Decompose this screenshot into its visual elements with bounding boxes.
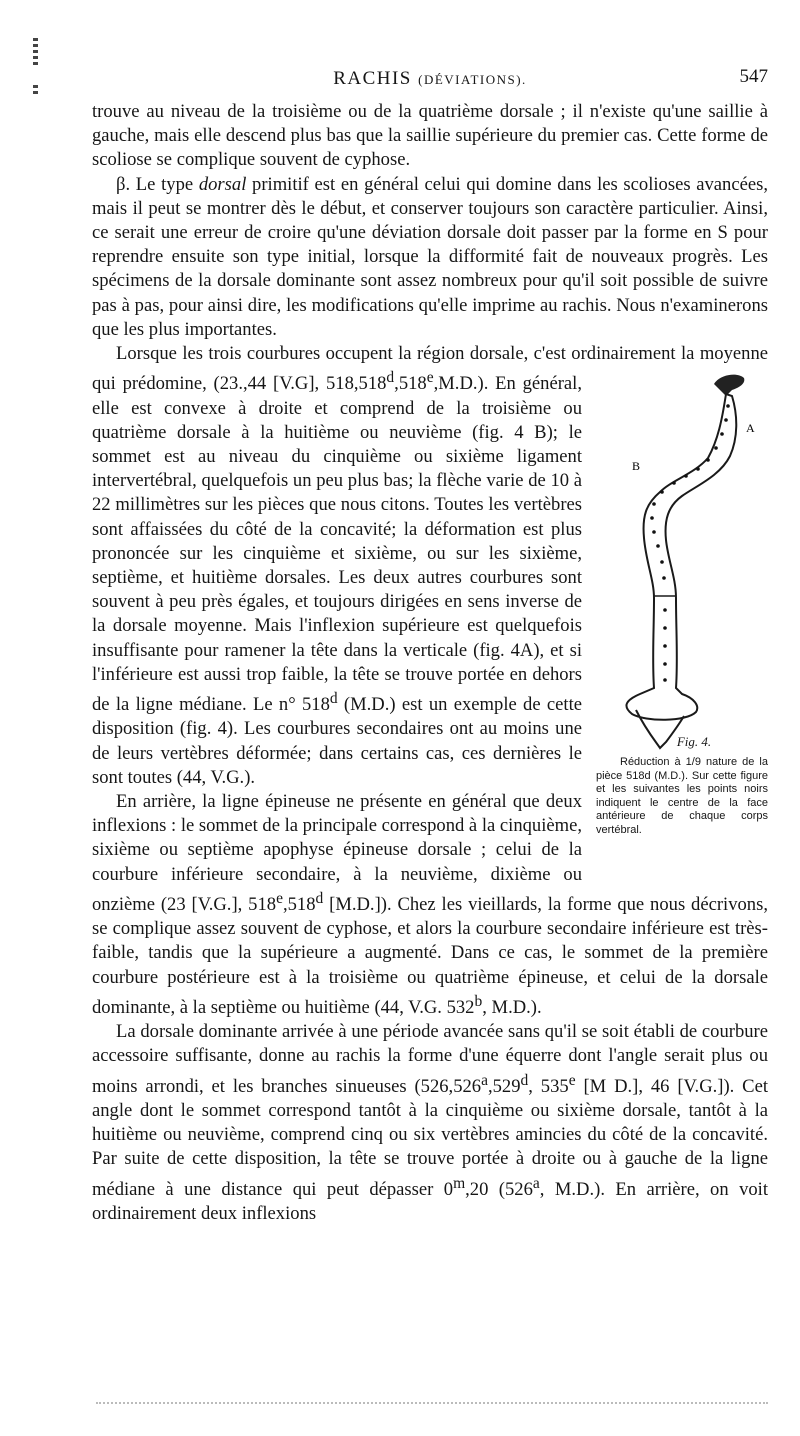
paragraph-4-b: ,518 (282, 894, 316, 916)
paragraph-5-sup1: a (481, 1071, 488, 1089)
bottom-dotted-rule (96, 1402, 768, 1404)
spine-illustration (596, 370, 768, 750)
paragraph-2-rest: primitif est en général celui qui domine dans les scolioses avancées, mais il peut se montrer dès le début, et conserver toujours son caractère particulier. Ainsi, ce serait une erreur de croire qu'une déviation dorsale doit passer par la forme en S pour reprendre ensuite son type initial, lorsque la difformité fait de nouveaux progrès. Les spécimens de la dorsale dominante sont assez nombreux pour qu'il soit possible de suivre pas à pas, pour ainsi dire, les modifications qu'elle imprime au rachis. Nous n'examinerons que les plus importantes. (92, 173, 769, 340)
running-title (92, 68, 768, 90)
figure-label-b: B (632, 459, 641, 474)
running-title-main: RACHIS (333, 68, 412, 89)
body-text (92, 100, 768, 1226)
skull-top (714, 375, 744, 396)
running-title-sub: (DÉVIATIONS). (418, 72, 527, 87)
paragraph-5-f: , M.D.). En arrière, on voit ordinairement deux inflexions (92, 1178, 769, 1225)
paragraph-5-b: ,529 (487, 1075, 521, 1097)
vertebral-dots (650, 404, 730, 682)
paragraph-5-d: [M D.], 46 [V.G.]). Cet angle dont le sommet correspond tantôt à la cinquième ou sixième dorsale, tantôt à la huitième ou neuvième, comprend cinq ou six vertèbres amincies du côté de la concavité. Par suite de cette disposition, la tête se trouve portée à droite ou à gauche de la ligne médiane à une distance qui peut dépasser 0 (92, 1075, 769, 1200)
paragraph-2-lead: β. Le type (116, 173, 199, 195)
figure-caption: Réduction à 1/9 nature de la pièce 518d (M.D.). Sur cette figure et les suivantes les points noirs indiquent le centre de la face antérieure de chaque corps vertébral. (596, 756, 768, 836)
running-head (92, 64, 768, 96)
paragraph-3-sup1: d (386, 369, 395, 387)
paragraph-4-sup1: e (276, 889, 283, 907)
paragraph-5-c: , 535 (528, 1075, 569, 1097)
paragraph-4-sup3: b (474, 992, 483, 1010)
spine-outline (626, 394, 736, 720)
paragraph-5-sup5: a (532, 1174, 540, 1192)
margin-marks (33, 38, 39, 97)
paragraph-3-d: (M.D.) est un exemple de cette disposition (fig. 4). Les courbures secondaires ont au moins une de leurs vertèbres déformée; dans certains cas, ces dernières le sont toutes (44, V.G.). (92, 694, 582, 788)
paragraph-4-d: , M.D.). (482, 997, 542, 1019)
paragraph-1: trouve au niveau de la troisième ou de la quatrième dorsale ; il n'existe qu'une saillie à gauche, mais elle descend plus bas que la saillie supérieure du premier cas. Cette forme de scoliose se complique souvent de cyphose. (92, 101, 768, 171)
paragraph-3-b: ,518 (394, 373, 427, 395)
paragraph-4-a: En arrière, la ligne épineuse ne présente en général que deux inflexions : le sommet de la principale correspond à la cinquième, sixième ou septième apophyse épineuse dorsale ; celui de la courbure inférieure secondaire, à la neuvième, dixième ou onzième (23 [V.G.], 518 (92, 791, 582, 916)
figure-label-a: A (746, 421, 755, 436)
paragraph-4-c: [M.D.]). Chez les vieillards, la forme que nous décrivons, se complique assez souvent de cyphose, et alors la courbure secondaire inférieure est très-faible, tandis que la supérieure a augmenté. Dans ce cas, le sommet de la première courbure postérieure est à la troisième ou quatrième épineuse, et celui de la dorsale dominante, à la septième ou huitième (44, V.G. 532 (92, 894, 768, 1019)
paragraph-2 (92, 173, 768, 342)
page-number: 547 (739, 66, 768, 87)
paragraph-3-sup3: d (329, 690, 338, 708)
paragraph-5-sup4: m (453, 1174, 466, 1192)
paragraph-5-a: La dorsale dominante arrivée à une période avancée sans qu'il se soit établi de courbure accessoire suffisante, donne au rachis la forme d'une équerre dont l'angle serait plus ou moins arrondi, et les branches sinueuses (526,526 (92, 1021, 768, 1097)
paragraph-3-c: ,M.D.). En général, elle est convexe à droite et comprend de la troisième ou quatrième dorsale à la huitième ou neuvième (fig. 4 B); le sommet est au niveau du cinquième ou sixième ligament intervertébral, quelquefois un peu plus bas; la flèche varie de 10 à 22 millimètres sur les pièces que nous citons. Toutes les vertèbres sont affaissées du côté de la concavité; la déformation est plus prononcée sur les cinquième et sixième, ou sur les sixième, septième, et huitième dorsales. Les deux autres courbures sont souvent à peu près égales, et toujours dirigées en sens inverse de la dorsale moyenne. Mais l'inflexion supérieure est quelquefois insuffisante pour ramener la tête dans la verticale (fig. 4A), et si l'inférieure est aussi trop faible, la tête se trouve portée en dehors de la ligne médiane. Le n° 518 (92, 373, 582, 716)
paragraph-5 (92, 1020, 768, 1226)
paragraph-3 (92, 342, 768, 836)
figure-number: Fig. 4. (676, 734, 712, 750)
paragraph-3-sup2: e (426, 369, 434, 387)
paragraph-4-sup2: d (315, 889, 324, 907)
paragraph-5-sup3: e (568, 1071, 576, 1089)
paragraph-2-italic: dorsal (198, 173, 247, 195)
paragraph-5-sup2: d (520, 1071, 529, 1089)
paragraph-5-e: ,20 (526 (465, 1178, 533, 1200)
paragraph-3-a: Lorsque les trois courbures occupent la région dorsale, c'est ordinairement la moyenne qui prédomine, (23.,44 [V.G], 518,518 (92, 343, 768, 395)
figure-4 (596, 370, 768, 870)
